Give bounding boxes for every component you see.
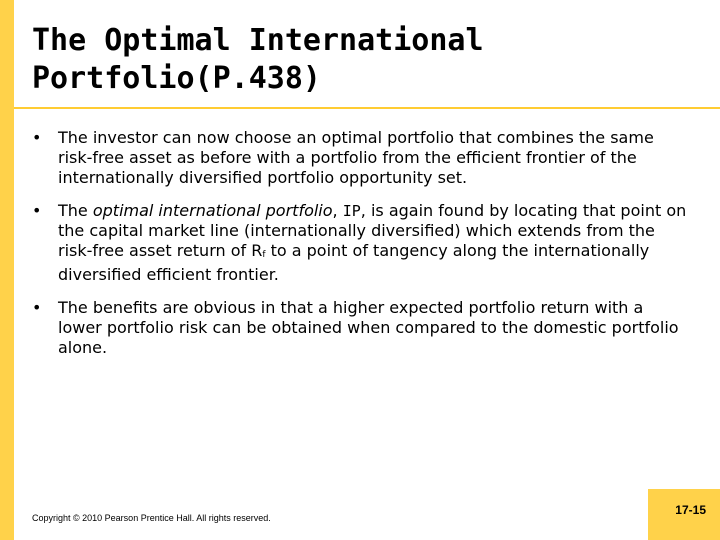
bullet-icon: • (32, 298, 42, 317)
bullet-text-part: , (332, 201, 343, 220)
abbreviation: IP (342, 202, 361, 220)
bullet-item-2 (32, 201, 692, 285)
copyright-notice: Copyright © 2010 Pearson Prentice Hall. All rights reserved. (32, 513, 271, 523)
bullet-text-part: The (58, 201, 93, 220)
bullet-text-part: to a point of tangency along the internationally diversified efficient frontier. (58, 241, 650, 284)
left-accent-bar (0, 0, 14, 540)
bullet-icon: • (32, 128, 42, 147)
bullet-list (32, 128, 692, 371)
bullet-text: The benefits are obvious in that a higher expected portfolio return with a lower portfolio risk can be obtained when compared to the domestic portfolio alone. (58, 298, 679, 357)
bullet-text: The investor can now choose an optimal portfolio that combines the same risk-free asset as before with a portfolio from the efficient frontier of the internationally diversified portfolio opportunity set. (58, 128, 654, 187)
page-number: 17-15 (675, 503, 706, 517)
bullet-item-3 (32, 298, 692, 358)
title-divider (14, 107, 720, 109)
italic-term: optimal international portfolio (92, 201, 333, 220)
slide-title: The Optimal International Portfolio(P.438) (32, 23, 484, 96)
bullet-icon: • (32, 201, 42, 220)
bullet-text-part: , is again found by locating that point on the capital market line (internationally diversified) which extends from the risk-free asset return of R (58, 201, 687, 260)
subscript: f (262, 250, 266, 260)
bullet-item-1 (32, 128, 692, 188)
page-number-box (648, 489, 720, 540)
